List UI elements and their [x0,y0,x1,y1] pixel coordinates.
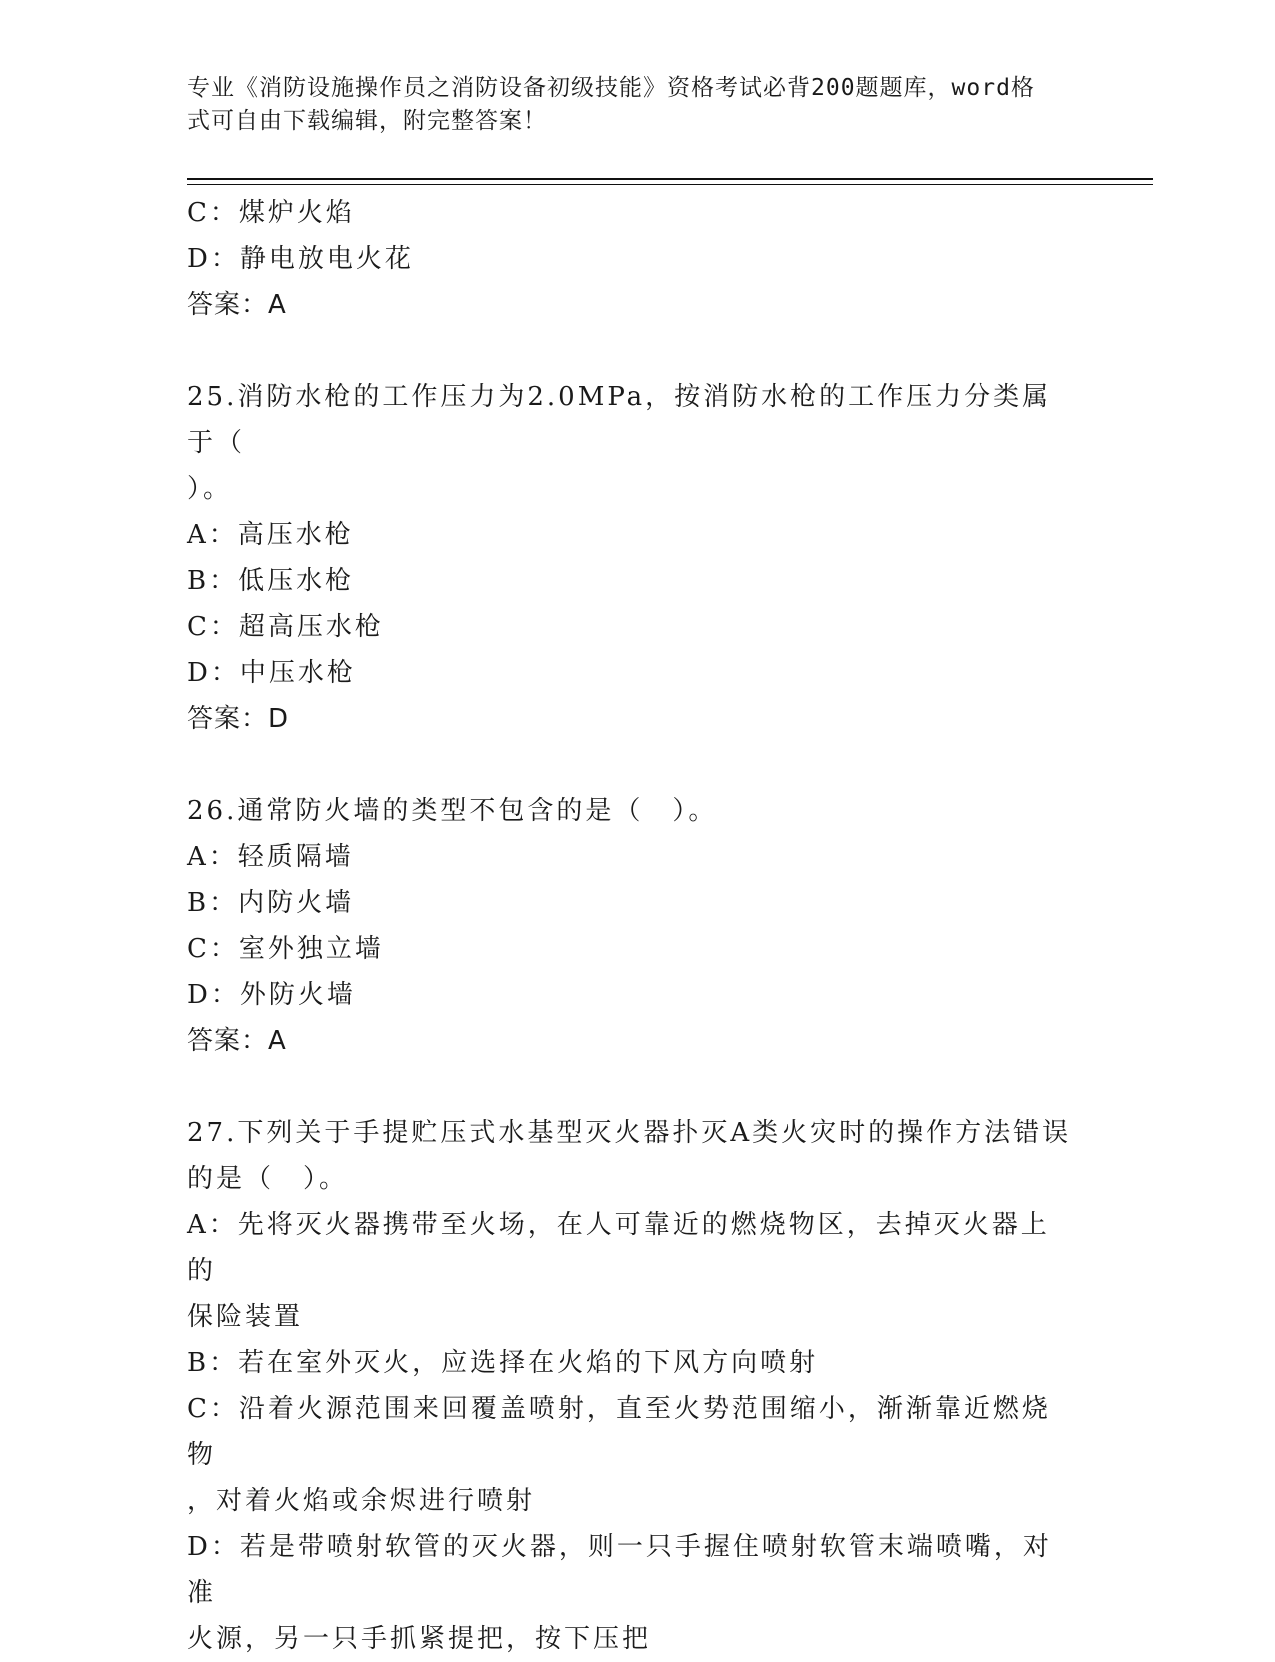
q26-answer: 答案：A [187,1026,287,1056]
question-25 [187,374,1077,742]
question-27 [187,1110,1077,1662]
q25-option-d: D：中压水枪 [187,658,356,688]
q26-option-c: C：室外独立墙 [187,934,384,964]
header-divider-thin [187,184,1153,185]
q27-stem-line-2: 的是（ ）。 [187,1164,349,1194]
document-header [187,72,1067,138]
header-line-2: 式可自由下载编辑，附完整答案！ [187,108,547,134]
q27-option-a-line-2: 保险装置 [187,1302,304,1332]
spacer [187,742,1077,788]
q27-option-d-line-2: 火源，另一只手抓紧提把，按下压把 [187,1624,652,1654]
q25-answer: 答案：D [187,704,290,734]
question-26 [187,788,1077,1064]
q27-stem-line-1: 27.下列关于手提贮压式水基型灭火器扑灭A类火灾时的操作方法错误 [187,1118,1072,1148]
q24-option-d: D：静电放电火花 [187,244,414,274]
q27-option-c-line-1: C：沿着火源范围来回覆盖喷射，直至火势范围缩小，渐渐靠近燃烧物 [187,1394,1051,1470]
q26-stem: 26.通常防火墙的类型不包含的是（ ）。 [187,796,718,826]
q25-stem-line-2: ）。 [187,474,233,504]
q27-option-a-line-1: A：先将灭火器携带至火场，在人可靠近的燃烧物区，去掉灭火器上的 [187,1210,1050,1286]
q27-option-d-line-1: D：若是带喷射软管的灭火器，则一只手握住喷射软管末端喷嘴，对准 [187,1532,1052,1608]
q27-option-c-line-2: ，对着火焰或余烬进行喷射 [187,1486,536,1516]
spacer [187,1064,1077,1110]
q25-option-a: A：高压水枪 [187,520,354,550]
question-24-tail [187,190,1077,328]
q26-option-b: B：内防火墙 [187,888,355,918]
q26-option-d: D：外防火墙 [187,980,356,1010]
question-content [187,190,1077,1662]
q24-option-c: C：煤炉火焰 [187,198,355,228]
q25-option-b: B：低压水枪 [187,566,355,596]
q24-answer: 答案：A [187,290,287,320]
header-divider-thick [187,178,1153,180]
spacer [187,328,1077,374]
header-line-1: 专业《消防设施操作员之消防设备初级技能》资格考试必背200题题库，word格 [187,75,1035,101]
q25-option-c: C：超高压水枪 [187,612,384,642]
q27-option-b: B：若在室外灭火，应选择在火焰的下风方向喷射 [187,1348,819,1378]
q25-stem-line-1: 25.消防水枪的工作压力为2.0MPa，按消防水枪的工作压力分类属于（ [187,382,1052,458]
q26-option-a: A：轻质隔墙 [187,842,354,872]
